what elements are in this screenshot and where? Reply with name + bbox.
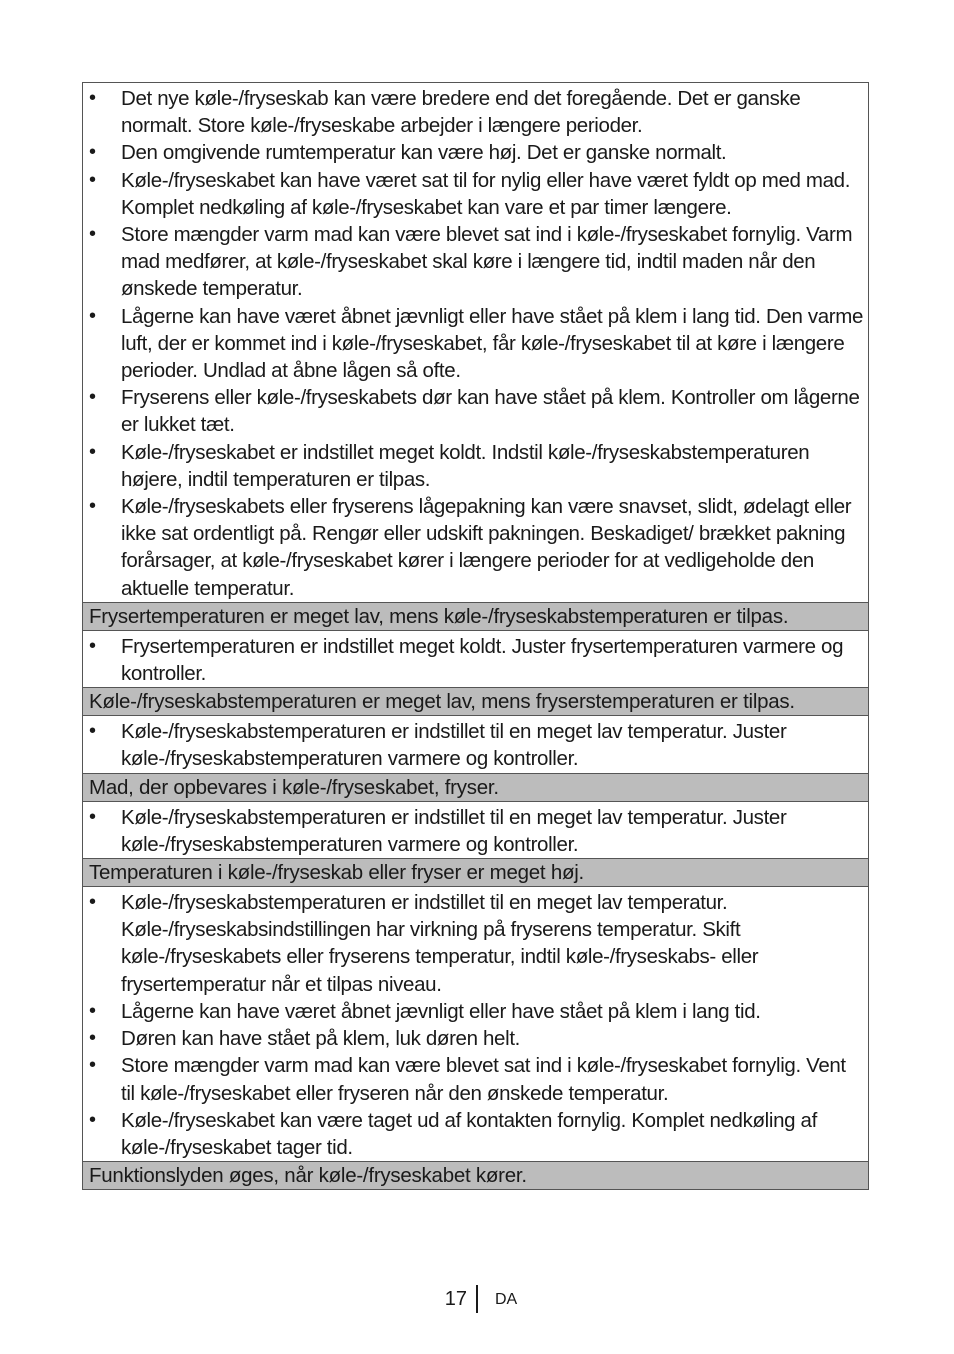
list-item: • Køle-/fryseskabstemperaturen er indstillet til en meget lav temperatur. Juster køle-/fryseskabstemperaturen varmere og kontroller. [83, 718, 868, 772]
list-item: • Den omgivende rumtemperatur kan være høj. Det er ganske normalt. [83, 139, 868, 166]
cause-list [83, 886, 868, 1161]
list-item: • Køle-/fryseskabstemperaturen er indstillet til en meget lav temperatur. Køle-/fryseskabsindstillingen har virkning på fryserens temperatur. Skift køle-/fryseskabets eller fryserens temperatur, indtil køle-/fryseskabs- eller frysertemperatur når et tilpas niveau. [83, 889, 868, 998]
list-item: • Lågerne kan have været åbnet jævnligt eller have stået på klem i lang tid. Den varme luft, der er kommet ind i køle-/fryseskabet, får køle-/fryseskabet til at køre i længere perioder. Undlad at åbne lågen så ofte. [83, 303, 868, 385]
problem-heading: Mad, der opbevares i køle-/fryseskabet, fryser. [83, 773, 868, 801]
cause-list [83, 83, 868, 602]
list-item: • Frysertemperaturen er indstillet meget koldt. Juster frysertemperaturen varmere og kontroller. [83, 633, 868, 687]
cause-list [83, 801, 868, 858]
bullet-list [83, 85, 868, 602]
problem-heading: Køle-/fryseskabstemperaturen er meget lav, mens fryserstemperaturen er tilpas. [83, 687, 868, 715]
bullet-list [83, 889, 868, 1161]
problem-heading: Frysertemperaturen er meget lav, mens køle-/fryseskabstemperaturen er tilpas. [83, 602, 868, 630]
page-footer [0, 1285, 954, 1315]
list-item: • Store mængder varm mad kan være blevet sat ind i køle-/fryseskabet fornylig. Vent til køle-/fryseskabet eller fryseren når den ønskede temperatur. [83, 1052, 868, 1106]
footer-divider [476, 1285, 478, 1313]
problem-heading: Funktionslyden øges, når køle-/fryseskabet kører. [83, 1161, 868, 1189]
list-item: • Det nye køle-/fryseskab kan være bredere end det foregående. Det er ganske normalt. Store køle-/fryseskabe arbejder i længere perioder. [83, 85, 868, 139]
list-item: • Køle-/fryseskabet kan være taget ud af kontakten fornylig. Komplet nedkøling af køle-/fryseskabet tager tid. [83, 1107, 868, 1161]
cause-list [83, 715, 868, 772]
language-code: DA [495, 1291, 518, 1308]
list-item: • Køle-/fryseskabstemperaturen er indstillet til en meget lav temperatur. Juster køle-/fryseskabstemperaturen varmere og kontroller. [83, 804, 868, 858]
bullet-list [83, 804, 868, 858]
list-item: • Køle-/fryseskabet kan have været sat til for nylig eller have været fyldt op med mad. Komplet nedkøling af køle-/fryseskabet kan vare et par timer længere. [83, 167, 868, 221]
list-item: • Store mængder varm mad kan være blevet sat ind i køle-/fryseskabet fornylig. Varm mad medfører, at køle-/fryseskabet skal køre i længere tid, indtil maden når den ønskede temperatur. [83, 221, 868, 303]
list-item: • Døren kan have stået på klem, luk døren helt. [83, 1025, 868, 1052]
bullet-list [83, 633, 868, 687]
problem-heading: Temperaturen i køle-/fryseskab eller fryser er meget høj. [83, 858, 868, 886]
bullet-list [83, 718, 868, 772]
list-item: • Fryserens eller køle-/fryseskabets dør kan have stået på klem. Kontroller om lågerne er lukket tæt. [83, 384, 868, 438]
list-item: • Køle-/fryseskabet er indstillet meget koldt. Indstil køle-/fryseskabstemperaturen højere, indtil temperaturen er tilpas. [83, 439, 868, 493]
troubleshooting-table [82, 82, 869, 1190]
list-item: • Lågerne kan have været åbnet jævnligt eller have stået på klem i lang tid. [83, 998, 868, 1025]
page-number: 17 [444, 1288, 467, 1310]
list-item: • Køle-/fryseskabets eller fryserens lågepakning kan være snavset, slidt, ødelagt eller ikke sat ordentligt på. Rengør eller udskift pakningen. Beskadiget/ brækket pakning forårsager, at køle-/fryseskabet kører i længere perioder for at vedligeholde den aktuelle temperatur. [83, 493, 868, 602]
cause-list [83, 630, 868, 687]
